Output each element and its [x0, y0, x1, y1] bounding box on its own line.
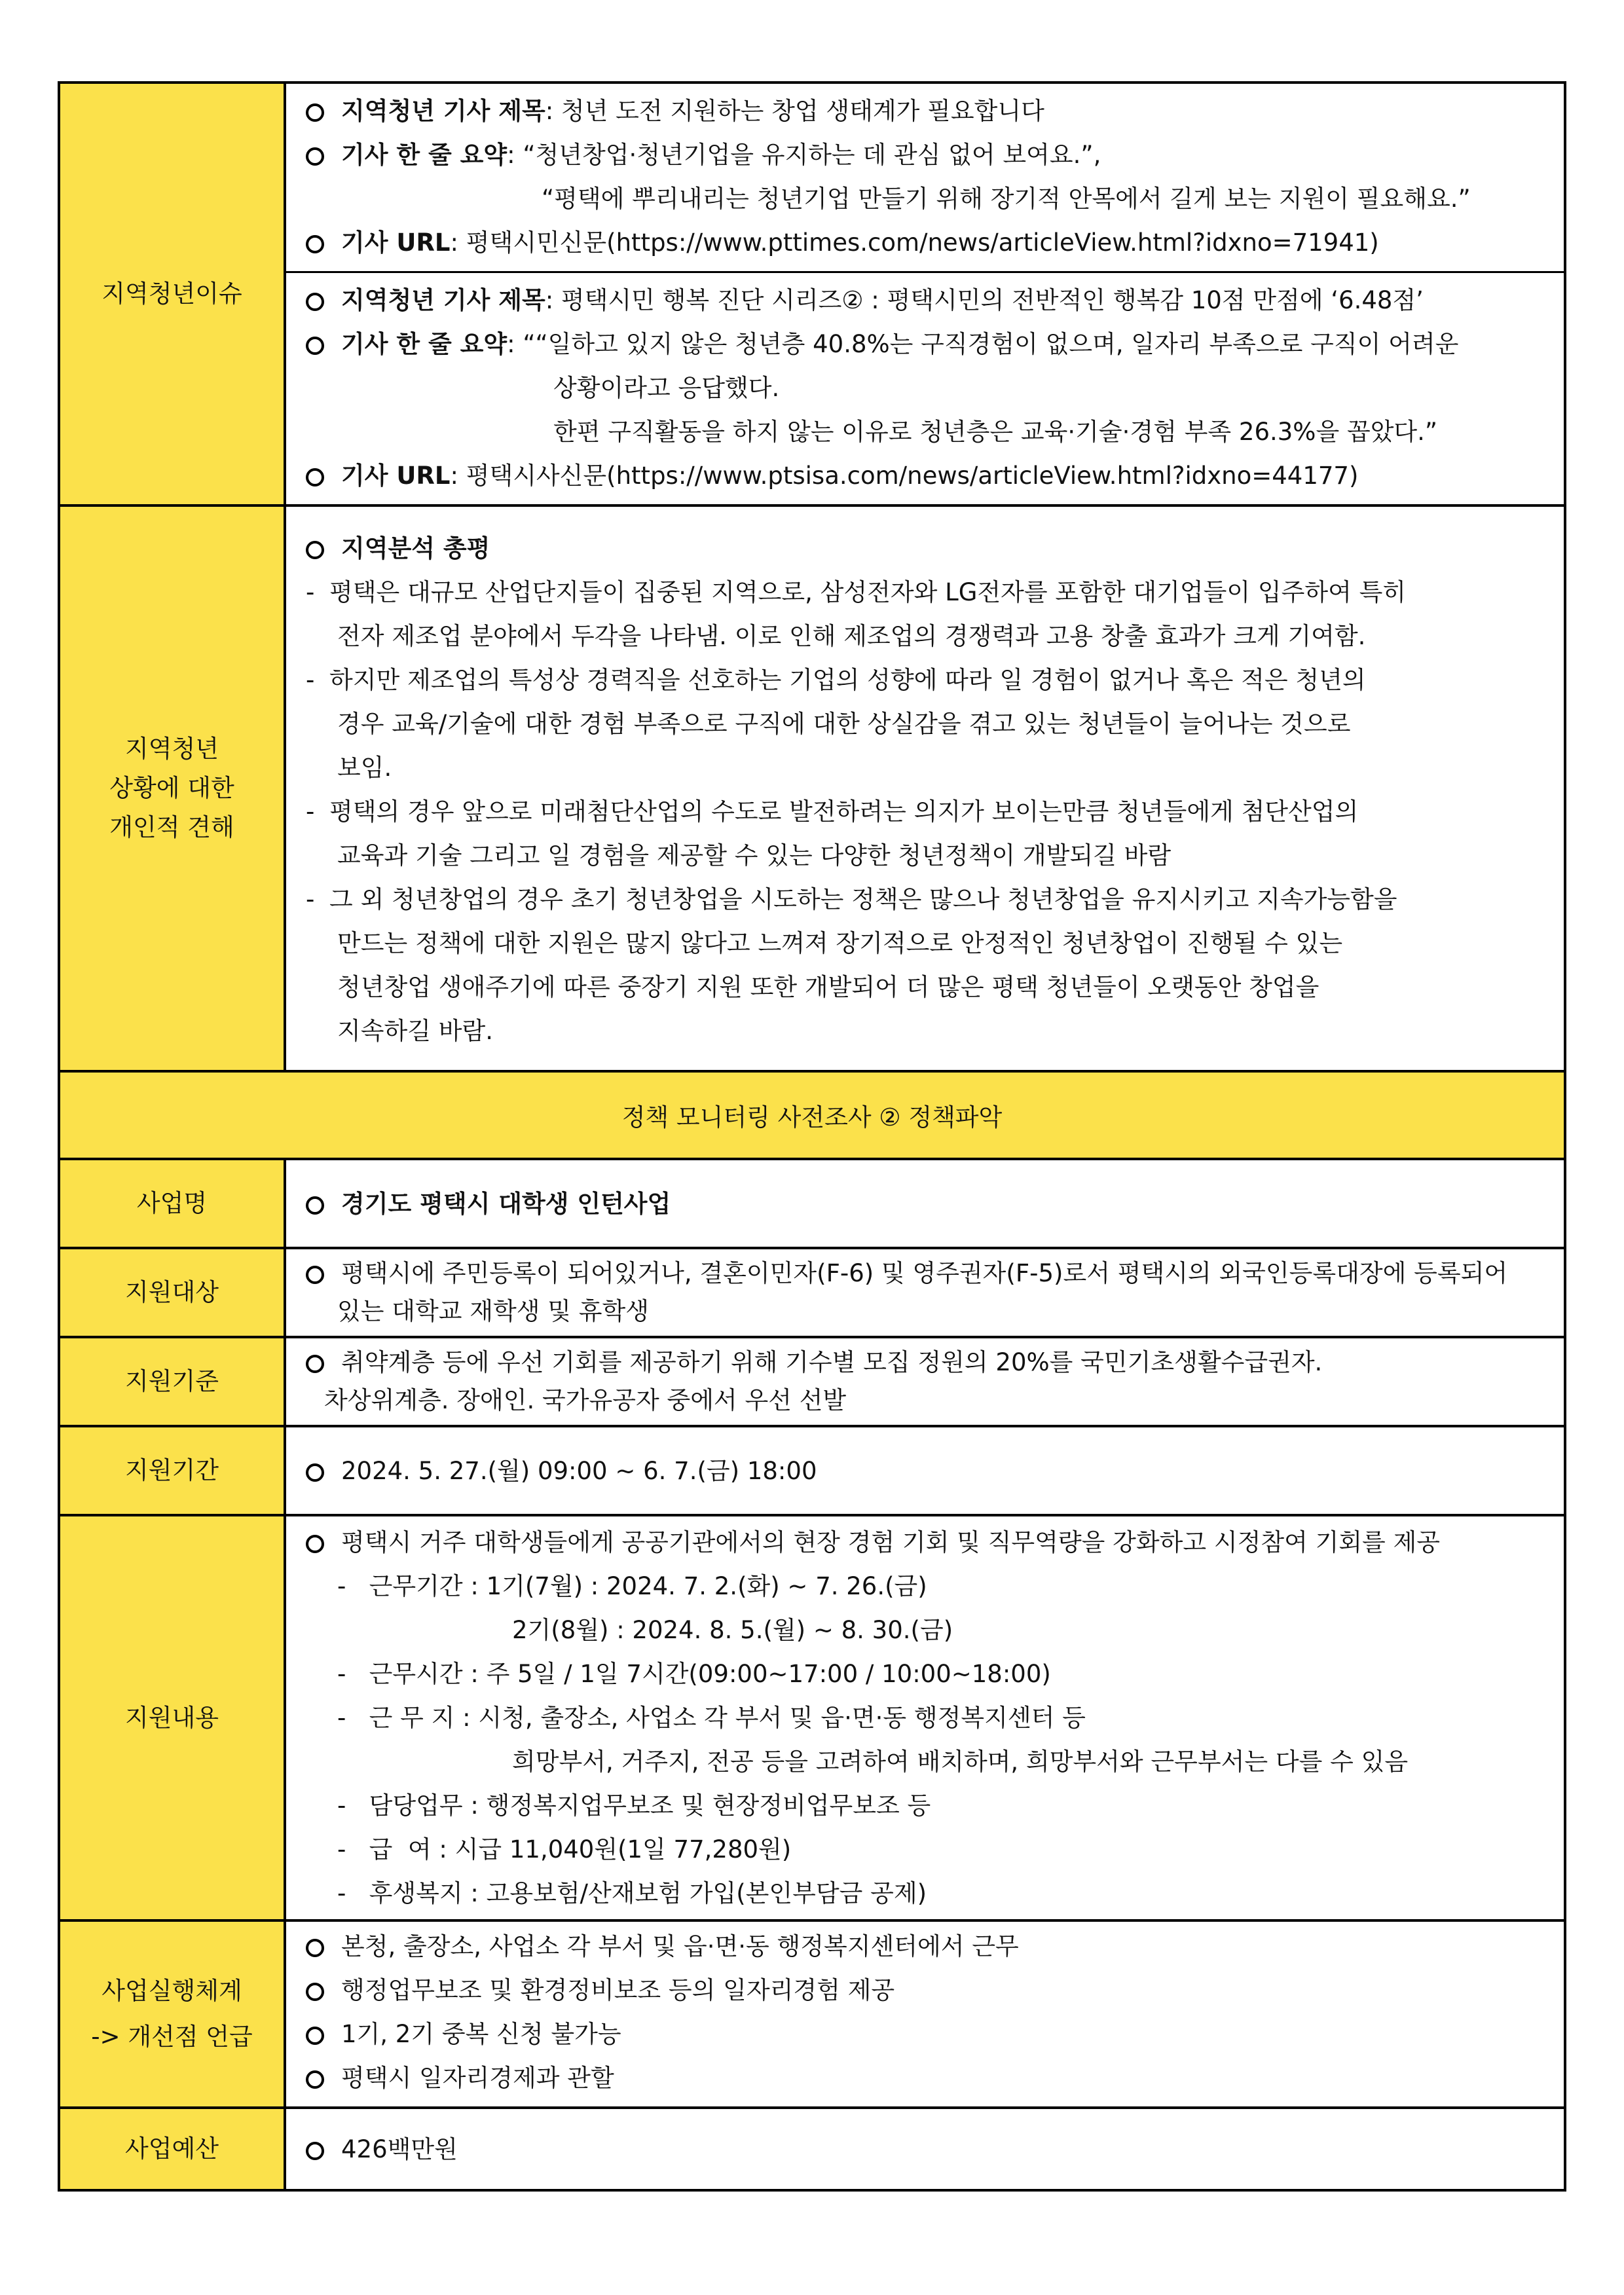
- summary-text: : ““일하고 있지 않은 청년층 40.8%는 구직경험이 없으며, 일자리 부족으로 구직이 어려운: [507, 330, 1459, 358]
- circle-bullet-icon: [306, 1983, 324, 2001]
- target-text: 평택시에 주민등록이 되어있거나, 결혼이민자(F-6) 및 영주권자(F-5)로서 평택시의 외국인등록대장에 등록되어: [341, 1259, 1508, 1287]
- dash-bullet: -: [306, 798, 315, 826]
- project-name-row: [59, 1159, 1565, 1248]
- circle-bullet-icon: [306, 147, 324, 166]
- support-content: [285, 1515, 1565, 1920]
- criteria-content: [285, 1337, 1565, 1426]
- budget-line: [306, 2127, 1549, 2171]
- circle-bullet-icon: [306, 235, 324, 253]
- article-1-title: [306, 89, 1549, 133]
- dash-bullet: -: [306, 666, 315, 694]
- support-item: - 후생복지 : 고용보험/산재보험 가입(본인부담금 공제): [337, 1879, 927, 1907]
- support-content-row: [59, 1515, 1565, 1920]
- circle-bullet-icon: [306, 1939, 324, 1957]
- opinion-line: 경우 교육/기술에 대한 경험 부족으로 구직에 대한 상실감을 겪고 있는 청년들이 늘어나는 것으로: [337, 710, 1351, 738]
- article-2-title: [306, 278, 1549, 322]
- url-label: 기사 URL: [341, 229, 451, 257]
- system-label-line: 사업실행체계: [101, 1977, 242, 2005]
- criteria-row: [59, 1337, 1565, 1426]
- opinion-line: 교육과 기술 그리고 일 경험을 제공할 수 있는 다양한 청년정책이 개발되길 바람: [337, 841, 1172, 870]
- opinion-text: 그 외 청년창업의 경우 초기 청년창업을 시도하는 정책은 많으나 청년창업을 유지시키고 지속가능함을: [329, 885, 1397, 913]
- system-label: [59, 1920, 285, 2108]
- support-item: - 담당업무 : 행정복지업무보조 및 현장정비업무보조 등: [337, 1791, 931, 1820]
- system-item-text: 1기, 2기 중복 신청 불가능: [341, 2020, 621, 2048]
- circle-bullet-icon: [306, 2142, 324, 2160]
- summary-text: : “청년창업·청년기업을 유지하는 데 관심 없어 보여요.”,: [507, 141, 1101, 169]
- budget-value: 426백만원: [341, 2135, 458, 2163]
- article-1-url: [306, 221, 1549, 265]
- document-table: [58, 81, 1566, 2192]
- article-url[interactable]: : 평택시사신문(https://www.ptsisa.com/news/articleView.html?idxno=44177): [450, 462, 1359, 490]
- circle-bullet-icon: [306, 1196, 324, 1215]
- article-1-summary: [306, 133, 1549, 177]
- article-2-summary: [306, 322, 1549, 366]
- article-title: : 청년 도전 지원하는 창업 생태계가 필요합니다: [545, 97, 1044, 125]
- circle-bullet-icon: [306, 2070, 324, 2089]
- opinion-row: [59, 505, 1565, 1071]
- system-content: [285, 1920, 1565, 2108]
- support-intro-text: 평택시 거주 대학생들에게 공공기관에서의 현장 경험 기회 및 직무역량을 강화하고 시정참여 기회를 제공: [341, 1528, 1441, 1556]
- article-1: [286, 84, 1564, 271]
- circle-bullet-icon: [306, 1535, 324, 1553]
- summary-label: 기사 한 줄 요약: [341, 330, 507, 358]
- issues-label: 지역청년이슈: [59, 83, 285, 505]
- document-table-wrapper: [58, 81, 1564, 2192]
- support-intro: [306, 1520, 1549, 1564]
- url-label: 기사 URL: [341, 462, 451, 490]
- issues-content: [285, 83, 1565, 505]
- circle-bullet-icon: [306, 1463, 324, 1482]
- opinion-text: 하지만 제조업의 특성상 경력직을 선호하는 기업의 성향에 따라 일 경험이 없거나 혹은 적은 청년의: [329, 666, 1366, 694]
- title-label: 지역청년 기사 제목: [341, 97, 545, 125]
- article-title: : 평택시민 행복 진단 시리즈② : 평택시민의 전반적인 행복감 10점 만점에 ‘6.48점’: [545, 286, 1424, 314]
- system-item-text: 본청, 출장소, 사업소 각 부서 및 읍·면·동 행정복지센터에서 근무: [341, 1932, 1019, 1960]
- opinion-label: [59, 505, 285, 1071]
- system-item-text: 평택시 일자리경제과 관할: [341, 2064, 614, 2092]
- dash-bullet: -: [306, 885, 315, 913]
- opinion-line: 청년창업 생애주기에 따른 중장기 지원 또한 개발되어 더 많은 평택 청년들이 오랫동안 창업을: [337, 973, 1320, 1001]
- system-row: [59, 1920, 1565, 2108]
- circle-bullet-icon: [306, 293, 324, 311]
- budget-label: 사업예산: [59, 2108, 285, 2190]
- circle-bullet-icon: [306, 541, 324, 559]
- support-item: - 근무시간 : 주 5일 / 1일 7시간(09:00~17:00 / 10:00~18:00): [337, 1660, 1051, 1688]
- opinion-heading: [306, 526, 1549, 570]
- project-name-line: [306, 1182, 1549, 1226]
- opinion-label-line: 지역청년: [125, 735, 219, 763]
- opinion-line: [306, 790, 1549, 834]
- circle-bullet-icon: [306, 1355, 324, 1373]
- period-label: 지원기간: [59, 1426, 285, 1515]
- opinion-text: 평택은 대규모 산업단지들이 집중된 지역으로, 삼성전자와 LG전자를 포함한 대기업들이 입주하여 특히: [329, 578, 1407, 606]
- budget-content: [285, 2108, 1565, 2190]
- system-item: [306, 2056, 1549, 2100]
- circle-bullet-icon: [306, 103, 324, 122]
- opinion-line: [306, 658, 1549, 702]
- opinion-line: 지속하길 바람.: [337, 1017, 493, 1045]
- target-content: [285, 1248, 1565, 1337]
- dash-bullet: -: [306, 578, 315, 606]
- project-name-label: 사업명: [59, 1159, 285, 1248]
- system-item: [306, 1968, 1549, 2012]
- summary-label: 기사 한 줄 요약: [341, 141, 507, 169]
- article-1-summary-cont: “평택에 뿌리내리는 청년기업 만들기 위해 장기적 안목에서 길게 보는 지원이 필요해요.”: [542, 185, 1471, 213]
- opinion-label-line: 개인적 견해: [109, 813, 234, 841]
- section-banner: 정책 모니터링 사전조사 ② 정책파악: [59, 1071, 1565, 1159]
- opinion-line: 보임.: [337, 754, 392, 782]
- project-name-value: 경기도 평택시 대학생 인턴사업: [341, 1189, 671, 1218]
- circle-bullet-icon: [306, 1266, 324, 1284]
- period-row: [59, 1426, 1565, 1515]
- article-url[interactable]: : 평택시민신문(https://www.pttimes.com/news/articleView.html?idxno=71941): [450, 229, 1379, 257]
- circle-bullet-icon: [306, 337, 324, 355]
- support-item-cont: 2기(8월) : 2024. 8. 5.(월) ~ 8. 30.(금): [512, 1616, 953, 1644]
- system-item: [306, 1924, 1549, 1968]
- opinion-line: 전자 제조업 분야에서 두각을 나타냄. 이로 인해 제조업의 경쟁력과 고용 창출 효과가 크게 기여함.: [337, 622, 1366, 650]
- target-label: 지원대상: [59, 1248, 285, 1337]
- issues-row: [59, 83, 1565, 505]
- support-item: - 급 여 : 시급 11,040원(1일 77,280원): [337, 1835, 792, 1864]
- period-line: [306, 1449, 1549, 1493]
- target-line: [306, 1255, 1549, 1293]
- title-label: 지역청년 기사 제목: [341, 286, 545, 314]
- criteria-line: [306, 1344, 1549, 1382]
- article-2: [286, 271, 1564, 504]
- period-content: [285, 1426, 1565, 1515]
- banner-row: [59, 1071, 1565, 1159]
- system-label-line: -> 개선점 언급: [91, 2023, 253, 2051]
- criteria-label: 지원기준: [59, 1337, 285, 1426]
- opinion-heading-text: 지역분석 총평: [341, 534, 490, 562]
- opinion-line: [306, 877, 1549, 921]
- circle-bullet-icon: [306, 2027, 324, 2045]
- support-item-cont: 희망부서, 거주지, 전공 등을 고려하여 배치하며, 희망부서와 근무부서는 다를 수 있음: [512, 1748, 1409, 1776]
- target-row: [59, 1248, 1565, 1337]
- system-item: [306, 2012, 1549, 2056]
- support-content-label: 지원내용: [59, 1515, 285, 1920]
- opinion-content: [285, 505, 1565, 1071]
- opinion-label-line: 상황에 대한: [109, 774, 234, 802]
- article-2-summary-cont: 한편 구직활동을 하지 않는 이유로 청년층은 교육·기술·경험 부족 26.3%을 꼽았다.”: [553, 418, 1438, 446]
- support-item: - 근 무 지 : 시청, 출장소, 사업소 각 부서 및 읍·면·동 행정복지센터 등: [337, 1704, 1086, 1732]
- target-text-cont: 있는 대학교 재학생 및 휴학생: [337, 1297, 649, 1325]
- criteria-text-cont: 차상위계층. 장애인. 국가유공자 중에서 우선 선발: [324, 1386, 847, 1414]
- opinion-text: 평택의 경우 앞으로 미래첨단산업의 수도로 발전하려는 의지가 보이는만큼 청년들에게 첨단산업의: [329, 798, 1359, 826]
- opinion-line: [306, 570, 1549, 614]
- opinion-line: 만드는 정책에 대한 지원은 많지 않다고 느껴져 장기적으로 안정적인 청년창업이 진행될 수 있는: [337, 929, 1343, 957]
- support-item: - 근무기간 : 1기(7월) : 2024. 7. 2.(화) ~ 7. 26.(금): [337, 1572, 927, 1600]
- period-value: 2024. 5. 27.(월) 09:00 ~ 6. 7.(금) 18:00: [341, 1456, 817, 1485]
- article-2-url: [306, 454, 1549, 498]
- circle-bullet-icon: [306, 468, 324, 487]
- project-name-content: [285, 1159, 1565, 1248]
- article-2-summary-cont: 상황이라고 응답했다.: [553, 374, 780, 402]
- criteria-text: 취약계층 등에 우선 기회를 제공하기 위해 기수별 모집 정원의 20%를 국민기초생활수급권자.: [341, 1348, 1323, 1376]
- budget-row: [59, 2108, 1565, 2190]
- system-item-text: 행정업무보조 및 환경정비보조 등의 일자리경험 제공: [341, 1976, 895, 2004]
